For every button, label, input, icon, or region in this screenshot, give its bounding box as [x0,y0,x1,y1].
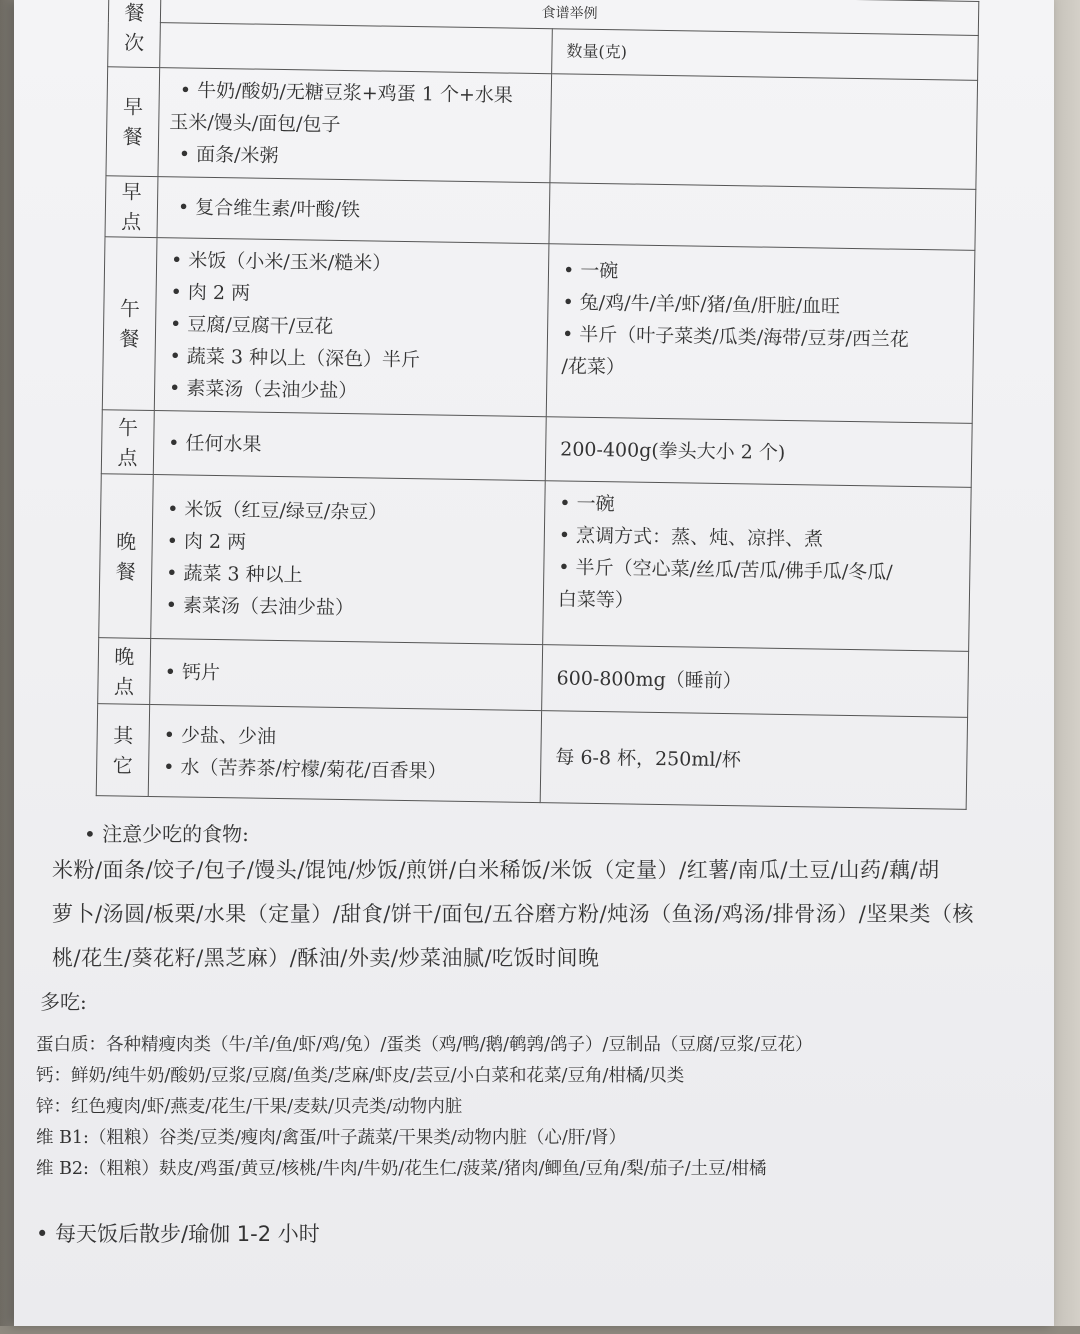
table-row-dinner [99,474,971,652]
header-blank-cell [160,23,553,74]
more-line: 钙：鲜奶/纯牛奶/酸奶/豆浆/豆腐/鱼类/芝麻/虾皮/芸豆/小白菜和花菜/豆角/柑橘/贝类 [36,1066,685,1086]
diet-table [96,0,980,810]
example-line: • 牛奶/酸奶/无糖豆浆+鸡蛋 1 个+水果 [179,79,514,107]
amount-line: • 一碗 [562,259,619,283]
header-example-label: 食谱举例 [541,5,598,22]
amount-cell [540,711,967,810]
amount-line: 每 6-8 杯，250ml/杯 [555,745,741,771]
more-line: 维 B2:（粗粮）麸皮/鸡蛋/黄豆/核桃/牛肉/牛奶/花生仁/菠菜/猪肉/鲫鱼/豆角/梨/茄子/土豆/柑橘 [36,1159,767,1179]
more-title: 多吃: [40,990,87,1014]
amount-line: • 一碗 [559,492,615,516]
avoid-line: 萝卜/汤圆/板栗/水果（定量）/甜食/饼干/面包/五谷磨方粉/炖汤（鱼汤/鸡汤/排骨汤）/坚果类（核 [52,902,974,926]
example-line: • 蔬菜 3 种以上 [166,561,303,586]
amount-line: 600-800mg（睡前） [556,666,742,692]
table-row-breakfast [106,67,978,190]
example-cell [150,639,543,711]
example-line: • 任何水果 [168,431,262,456]
more-line: 锌：红色瘦肉/虾/燕麦/花生/干果/麦麸/贝壳类/动物内脏 [36,1097,463,1117]
example-line: • 肉 2 两 [166,529,247,553]
meal-label: 晚餐 [115,528,137,584]
header-meal-cell [108,0,161,68]
meal-label: 午餐 [119,296,141,351]
example-line: • 米饭（小米/玉米/糙米） [170,249,392,275]
amount-cell [545,417,972,488]
example-line: 玉米/馒头/面包/包子 [169,111,341,136]
example-line: • 蔬菜 3 种以上（深色）半斤 [169,345,421,372]
example-cell [157,177,550,244]
header-amount-label: 数量(克) [566,41,628,62]
example-line: • 米饭（红豆/绿豆/杂豆） [167,497,388,524]
avoid-line: 米粉/面条/饺子/包子/馒头/馄饨/炒饭/煎饼/白米稀饭/米饭（定量）/红薯/南瓜/土豆/山药/藕/胡 [52,858,940,882]
paper-sheet [14,0,1054,1326]
amount-line: /花菜） [561,355,626,379]
amount-line: • 半斤（空心菜/丝瓜/苦瓜/佛手瓜/冬瓜/ [558,556,893,584]
example-line: • 素菜汤（去油少盐） [165,593,355,619]
more-list [36,1030,1036,1185]
example-line: • 水（苦荞茶/柠檬/菊花/百香果） [163,755,447,783]
amount-cell [542,645,969,718]
amount-line: • 兔/鸡/牛/羊/虾/猪/鱼/肝脏/血旺 [562,291,841,318]
table-row-lunch [102,237,975,424]
example-line: • 豆腐/豆腐干/豆花 [169,313,334,338]
meal-label: 早餐 [122,94,144,149]
table-row-other [96,704,967,810]
example-line: • 复合维生素/叶酸/铁 [177,196,361,222]
header-meal-label: 餐次 [123,0,145,55]
meal-label: 午点 [117,414,139,470]
amount-cell [549,183,976,251]
example-line: • 钙片 [164,660,221,684]
more-line: 蛋白质：各种精瘦肉类（牛/羊/鱼/虾/鸡/兔）/蛋类（鸡/鸭/鹅/鹌鹑/鸽子）/豆制品（豆腐/豆浆/豆花） [36,1035,813,1055]
avoid-list [52,848,1042,980]
avoid-title: • 注意少吃的食物: [84,822,249,846]
amount-cell [543,481,972,652]
meal-label: 早点 [121,179,142,234]
example-cell [154,238,549,417]
amount-line: 白菜等） [557,588,635,612]
meal-label: 晚点 [113,643,135,699]
header-amount-cell [552,29,979,81]
example-line: • 肉 2 两 [170,281,251,305]
amount-line: • 烹调方式：蒸、炖、凉拌、煮 [558,524,824,551]
example-cell [153,411,546,481]
example-cell [158,68,552,183]
example-line: • 素菜汤（去油少盐） [168,377,358,403]
example-cell [148,705,541,803]
walk-note: • 每天饭后散步/瑜伽 1-2 小时 [36,1222,320,1246]
amount-line: • 半斤（叶子菜类/瓜类/海带/豆芽/西兰花 [561,323,910,351]
example-line: • 面条/米粥 [178,143,279,167]
amount-cell [546,244,975,424]
example-cell [151,475,546,645]
amount-line: 200-400g(拳头大小 2 个) [560,437,786,464]
more-line: 维 B1:（粗粮）谷类/豆类/瘦肉/禽蛋/叶子蔬菜/干果类/动物内脏（心/肝/肾） [36,1128,627,1148]
meal-label: 其它 [112,722,134,778]
amount-cell [550,74,978,190]
example-line: • 少盐、少油 [163,723,277,748]
avoid-line: 桃/花生/葵花籽/黑芝麻）/酥油/外卖/炒菜油腻/吃饭时间晚 [52,946,600,970]
